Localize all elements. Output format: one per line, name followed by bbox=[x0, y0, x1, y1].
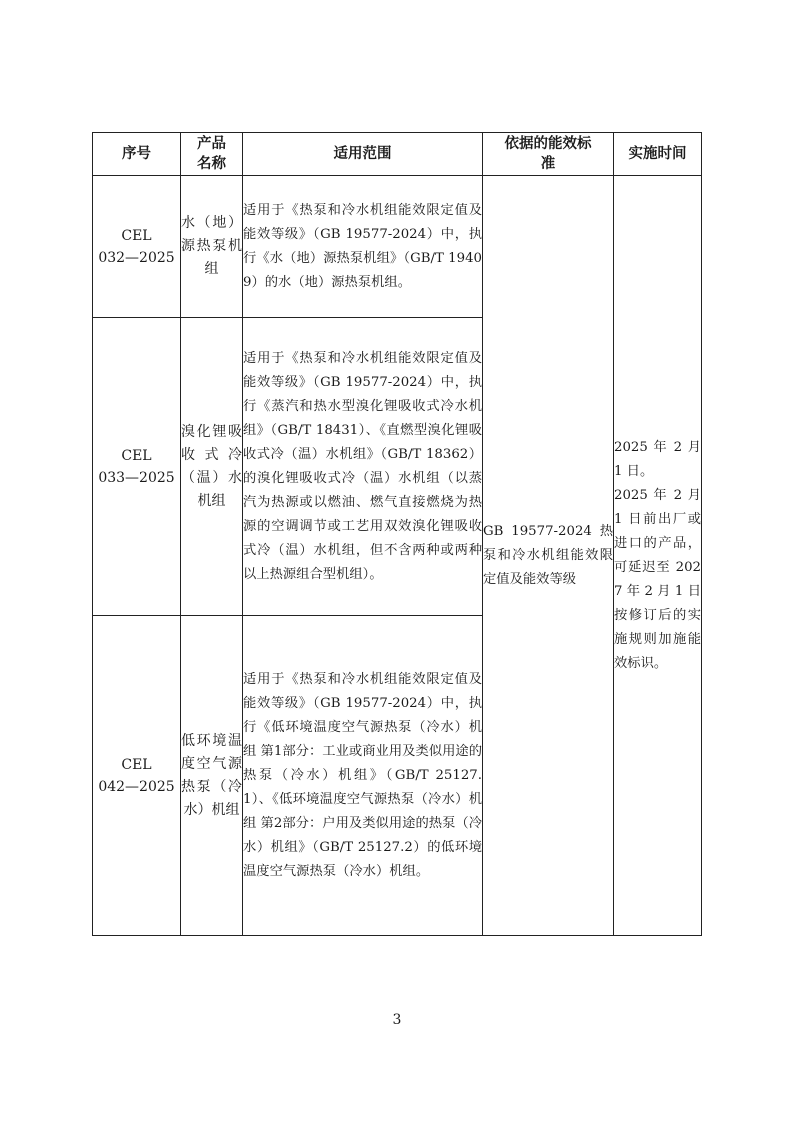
product-table bbox=[92, 132, 702, 936]
header-number: 序号 bbox=[93, 133, 181, 176]
table-header-row bbox=[93, 133, 702, 176]
row-number-prefix: CEL bbox=[121, 227, 152, 244]
row-number-code: 032—2025 bbox=[98, 249, 175, 266]
row-number-cell bbox=[93, 616, 181, 936]
standard-text: GB 19577-2024 热泵和冷水机组能效限定值及能效等级 bbox=[483, 176, 614, 936]
header-standard: 依据的能效标准 bbox=[483, 133, 614, 176]
row-number-cell bbox=[93, 176, 181, 318]
implementation-date-main: 2025 年 2 月 1 日。 bbox=[614, 439, 701, 479]
scope-text: 适用于《热泵和冷水机组能效限定值及能效等级》（GB 19577-2024）中，执行《水（地）源热泵机组》（GB/T 19409）的水（地）源热泵机组。 bbox=[243, 176, 483, 318]
row-number-prefix: CEL bbox=[121, 447, 152, 464]
row-number-cell bbox=[93, 318, 181, 616]
product-name: 低环境温度空气源热泵（冷水）机组 bbox=[181, 616, 243, 936]
product-name: 溴化锂吸收式冷（温）水机组 bbox=[181, 318, 243, 616]
row-number-code: 033—2025 bbox=[98, 469, 175, 486]
implementation-date-note: 2025 年 2 月 1 日前出厂或进口的产品，可延迟至 2027 年 2 月 1 日按修订后的实施规则加施能效标识。 bbox=[614, 487, 701, 671]
table-row bbox=[93, 176, 702, 318]
scope-text: 适用于《热泵和冷水机组能效限定值及能效等级》（GB 19577-2024）中，执行《低环境温度空气源热泵（冷水）机组 第1部分：工业或商业用及类似用途的热泵（冷水）机组》（GB/T 25127.1）、《低环境温度空气源热泵（冷水）机组 第2部分：户用及类似用途的热泵（冷水）机组》（GB/T 25127.2）的低环境温度空气源热泵（冷水）机组。 bbox=[243, 616, 483, 936]
implementation-date-cell bbox=[614, 176, 702, 936]
scope-text: 适用于《热泵和冷水机组能效限定值及能效等级》（GB 19577-2024）中，执行《蒸汽和热水型溴化锂吸收式冷水机组》（GB/T 18431）、《直燃型溴化锂吸收式冷（温）水机组》（GB/T 18362）的溴化锂吸收式冷（温）水机组（以蒸汽为热源或以燃油、燃气直接燃烧为热源的空调调节或工艺用双效溴化锂吸收式冷（温）水机组，但不含两种或两种以上热源组合型机组）。 bbox=[243, 318, 483, 616]
header-product-name: 产品名称 bbox=[181, 133, 243, 176]
header-scope: 适用范围 bbox=[243, 133, 483, 176]
page-number: 3 bbox=[392, 1012, 402, 1028]
row-number-code: 042—2025 bbox=[98, 778, 175, 795]
product-name: 水（地）源热泵机组 bbox=[181, 176, 243, 318]
row-number-prefix: CEL bbox=[121, 756, 152, 773]
header-implementation-date: 实施时间 bbox=[614, 133, 702, 176]
